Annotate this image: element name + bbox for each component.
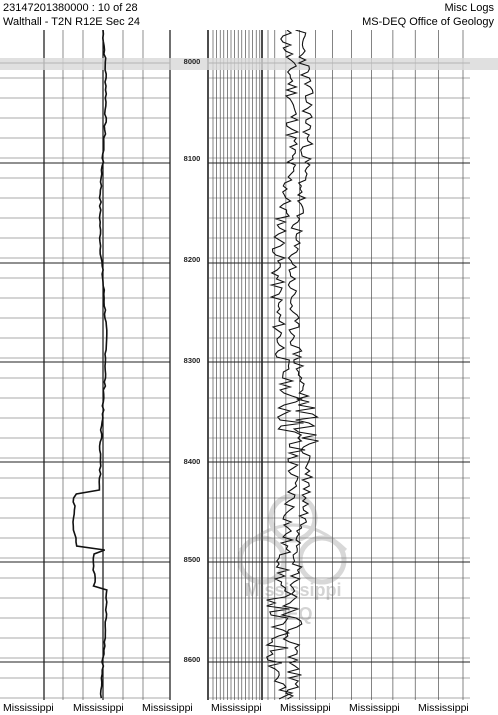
agency-name: MS-DEQ Office of Geology: [362, 16, 494, 28]
depth-label: 8500: [183, 555, 201, 564]
footer-label: Mississippi: [418, 702, 469, 714]
footer-label: Mississippi: [349, 702, 400, 714]
footer-label: Mississippi: [73, 702, 124, 714]
watermark-text-bottom: DEQ: [273, 604, 313, 624]
top-band: [0, 58, 498, 70]
well-id: 23147201380000 : 10 of 28: [3, 2, 138, 14]
depth-label: 8200: [183, 255, 201, 264]
well-location: Walthall - T2N R12E Sec 24: [3, 16, 140, 28]
depth-label: 8300: [183, 356, 201, 365]
footer: [0, 701, 498, 715]
depth-label: 8600: [183, 655, 201, 664]
watermark-text-top: Mississippi: [244, 580, 342, 600]
footer-label: Mississippi: [211, 702, 262, 714]
log-type: Misc Logs: [444, 2, 494, 14]
depth-label: 8400: [183, 457, 201, 466]
well-log-scan: [0, 30, 498, 700]
footer-label: Mississippi: [3, 702, 54, 714]
depth-label: 8100: [183, 154, 201, 163]
depth-label: 8000: [183, 57, 201, 66]
footer-label: Mississippi: [280, 702, 331, 714]
footer-label: Mississippi: [142, 702, 193, 714]
